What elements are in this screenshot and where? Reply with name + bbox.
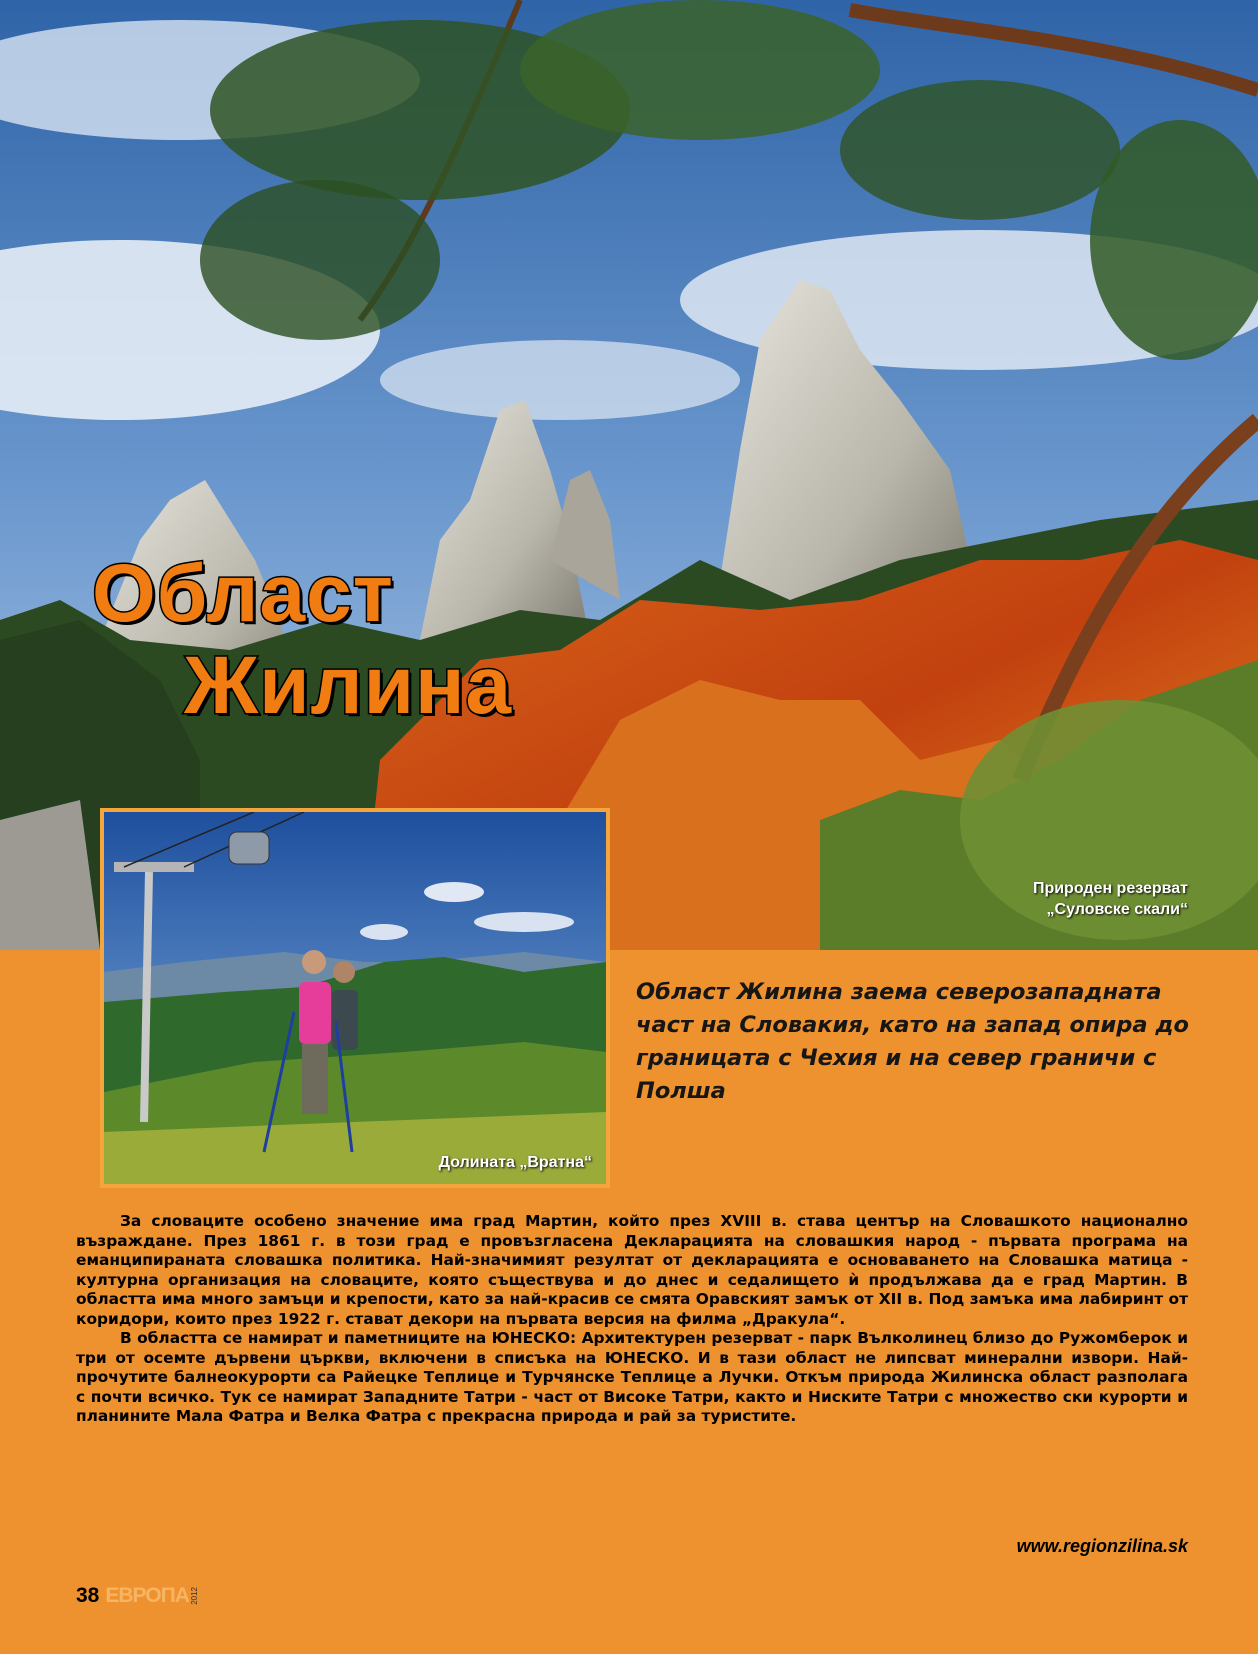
hero-photo-caption xyxy=(1033,878,1188,920)
magazine-logo: ЕВРОПА xyxy=(105,1584,189,1607)
title-line-1: Област xyxy=(92,548,394,639)
lead-paragraph: Област Жилина заема северозападната част на Словакия, като на запад опира до границата с Чехия и на север граничи с Полша xyxy=(636,979,1189,1104)
body-paragraph-2: В областта се намират и паметниците на ЮНЕСКО: Архитектурен резерват - парк Вълколинец близо до Ружомберок и три от осемте дървени църкви, включени в списъка на ЮНЕСКО. И в тази област не липсват минерални извори. Най-прочутите балнеокурорти са Райецке Теплице и Турчянске Теплице а Лучки. Откъм природа Жилинска област разполага с почти всичко. Тук се намират Западните Татри - част от Високе Татри, както и Ниските Татри с множество ски курорти и планините Мала Фатра и Велка Фатра с прекрасна природа и рай за туристите. xyxy=(76,1329,1188,1425)
page-number: 38 xyxy=(76,1584,100,1607)
hero-caption-line-2: „Суловске скали“ xyxy=(1046,901,1188,918)
inset-photo-caption: Долината „Вратна“ xyxy=(438,1154,592,1171)
title-line-2: Жилина xyxy=(184,640,513,731)
page-footer xyxy=(76,1580,199,1612)
cable-car-hikers-photo xyxy=(104,812,606,1184)
article-body xyxy=(76,1212,1188,1427)
inset-photo xyxy=(100,808,610,1188)
magazine-year: 2012 xyxy=(189,1587,199,1605)
body-paragraph-1: За словаците особено значение има град Мартин, който през XVIII в. става център на Словашкото национално възраждане. През 1861 г. в този град е провъзгласена Декларацията на словашкия народ - първата програма на еманципираната словашка политика. Най-значимият резултат от декларацията е основаването на Словашка матица - културна организация на словаците, която съществува и до днес и седалището ѝ продължава да е град Мартин. В областта има много замъци и крепости, като за най-красив се смята Оравският замък от XII в. Под замъка има лабиринт от коридори, които през 1922 г. стават декори на първата версия на филма „Дракула“. xyxy=(76,1212,1188,1328)
page-title xyxy=(92,548,512,732)
website-link[interactable]: www.regionzilina.sk xyxy=(1016,1536,1188,1556)
hero-caption-line-1: Природен резерват xyxy=(1032,880,1188,897)
